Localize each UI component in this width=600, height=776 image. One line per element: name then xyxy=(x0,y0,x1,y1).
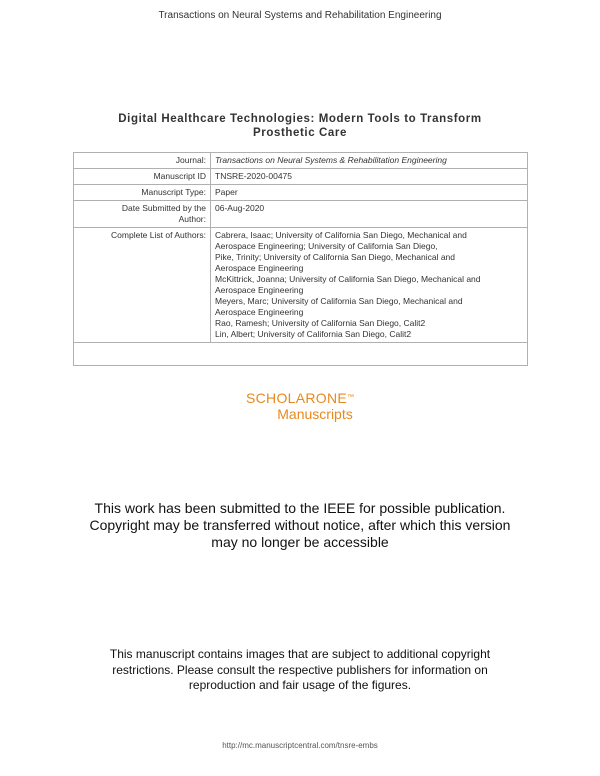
paper-title xyxy=(60,112,540,140)
date-label-line-2: Author: xyxy=(178,214,206,224)
author-line: Aerospace Engineering xyxy=(215,307,304,317)
date-label-line-1: Date Submitted by the xyxy=(121,203,206,213)
notice-line-3: may no longer be accessible xyxy=(211,534,389,550)
notice-line-1: This work has been submitted to the IEEE for possible publication. xyxy=(94,500,506,516)
notice2-line-3: reproduction and fair usage of the figures. xyxy=(188,678,412,692)
ieee-submission-notice xyxy=(60,500,540,551)
date-submitted-label xyxy=(74,201,211,228)
notice2-line-2: restrictions. Please consult the respective publishers for information on xyxy=(112,662,488,677)
running-header: Transactions on Neural Systems and Rehabilitation Engineering xyxy=(158,10,442,21)
author-line: Pike, Trinity; University of California San Diego, Mechanical and xyxy=(215,252,455,262)
manuscript-id-value: TNSRE-2020-00475 xyxy=(211,169,528,185)
empty-row xyxy=(74,343,528,366)
journal-row xyxy=(74,153,528,169)
paper-title-line-1: Digital Healthcare Technologies: Modern Tools to Transform xyxy=(118,113,482,125)
logo-scholarone-text: SCHOLARONE xyxy=(245,390,348,406)
scholarone-logo xyxy=(0,390,600,422)
author-line: Lin, Albert; University of California San Diego, Calit2 xyxy=(215,329,412,339)
manuscript-id-label: Manuscript ID xyxy=(74,169,211,185)
manuscript-type-label: Manuscript Type: xyxy=(74,185,211,201)
logo-trademark: ™ xyxy=(347,394,355,401)
author-line: Aerospace Engineering; University of California San Diego, xyxy=(215,241,438,251)
authors-row xyxy=(74,228,528,343)
notice2-line-1: This manuscript contains images that are subject to additional copyright xyxy=(109,647,491,661)
authors-value xyxy=(211,228,528,343)
author-line: Rao, Ramesh; University of California San Diego, Calit2 xyxy=(215,318,426,328)
author-line: Meyers, Marc; University of California San Diego, Mechanical and xyxy=(215,296,463,306)
author-line: Cabrera, Isaac; University of California San Diego, Mechanical and xyxy=(215,230,467,240)
author-line: Aerospace Engineering xyxy=(215,263,304,273)
journal-value: Transactions on Neural Systems & Rehabilitation Engineering xyxy=(211,153,528,169)
logo-manuscripts-text: Manuscripts xyxy=(277,406,353,422)
empty-cell xyxy=(74,343,528,366)
notice-line-2: Copyright may be transferred without notice, after which this version xyxy=(89,517,511,533)
manuscript-metadata-table xyxy=(73,152,528,366)
author-line: McKittrick, Joanna; University of California San Diego, Mechanical and xyxy=(215,274,481,284)
author-line: Aerospace Engineering xyxy=(215,285,304,295)
manuscript-type-value: Paper xyxy=(211,185,528,201)
copyright-images-notice xyxy=(60,647,540,694)
authors-label: Complete List of Authors: xyxy=(74,228,211,343)
date-submitted-value: 06-Aug-2020 xyxy=(211,201,528,228)
manuscript-id-row xyxy=(74,169,528,185)
date-submitted-row xyxy=(74,201,528,228)
footer-url: http://mc.manuscriptcentral.com/tnsre-embs xyxy=(222,741,378,750)
journal-label: Journal: xyxy=(74,153,211,169)
manuscript-type-row xyxy=(74,185,528,201)
paper-title-line-2: Prosthetic Care xyxy=(252,127,347,139)
